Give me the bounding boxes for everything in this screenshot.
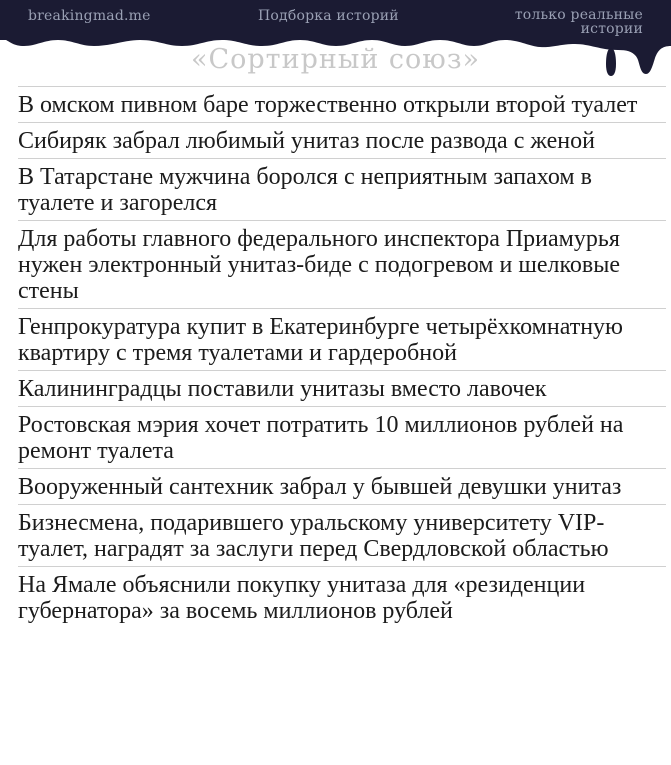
list-item: В Татарстане мужчина боролся с неприятным запахом в туалете и загорелся [18, 158, 666, 220]
collection-title: «Сортирный союз» [190, 44, 481, 75]
tagline: только реальные истории [514, 7, 643, 37]
header-banner [0, 0, 671, 90]
list-item: Генпрокуратура купит в Екатеринбурге четырёхкомнатную квартиру с тремя туалетами и гардеробной [18, 308, 666, 370]
list-item: Калининградцы поставили унитазы вместо лавочек [18, 370, 666, 406]
list-item: Бизнесмена, подарившего уральскому университету VIP-туалет, наградят за заслуги перед Свердловской областью [18, 504, 666, 566]
list-item: В омском пивном баре торжественно открыли второй туалет [18, 86, 666, 122]
section-label: Подборка историй [258, 8, 399, 24]
list-item: Ростовская мэрия хочет потратить 10 миллионов рублей на ремонт туалета [18, 406, 666, 468]
story-list [18, 86, 666, 628]
list-item: Вооруженный сантехник забрал у бывшей девушки унитаз [18, 468, 666, 504]
list-item: На Ямале объяснили покупку унитаза для «резиденции губернатора» за восемь миллионов рублей [18, 566, 666, 628]
site-name[interactable]: breakingmad.me [28, 8, 151, 24]
list-item: Сибиряк забрал любимый унитаз после развода с женой [18, 122, 666, 158]
list-item: Для работы главного федерального инспектора Приамурья нужен электронный унитаз-биде с подогревом и шелковые стены [18, 220, 666, 308]
